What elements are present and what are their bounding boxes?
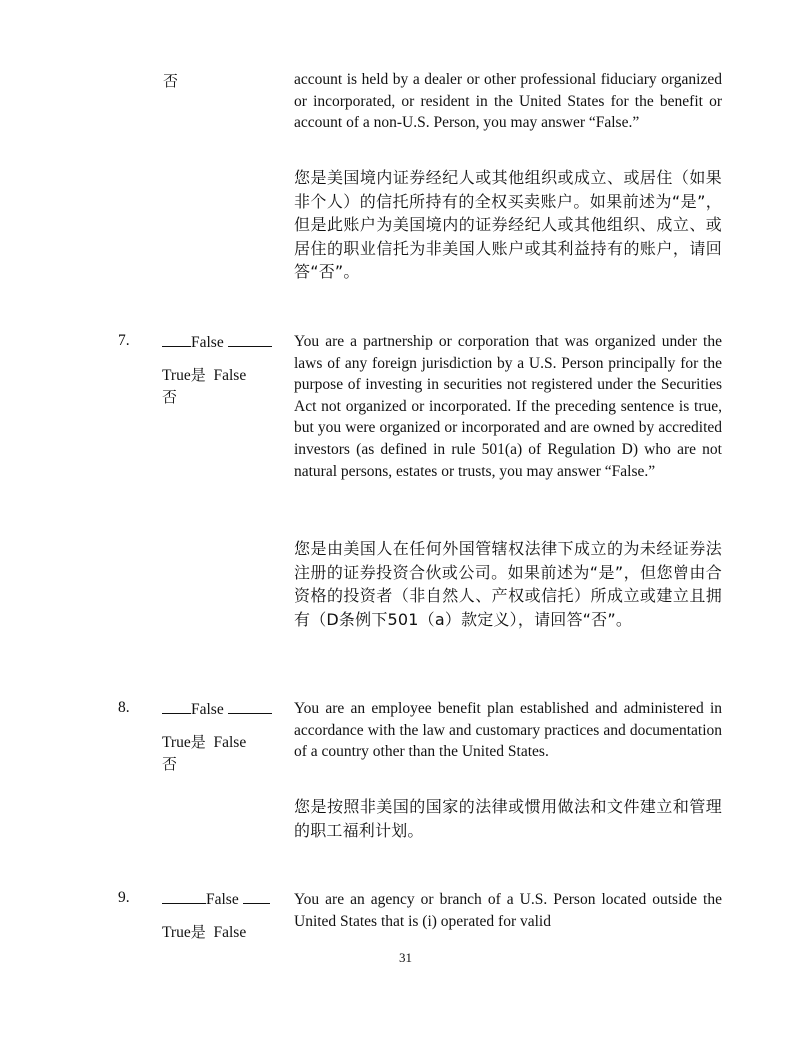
blank-line (228, 699, 272, 714)
item-8-true-false[interactable] (162, 731, 246, 752)
item-9-true-false[interactable] (162, 921, 246, 942)
top-english-paragraph: account is held by a dealer or other professional fiduciary organized or incorporated, or resident in the United States for the benefit or account of a non-U.S. Person, you may answer “False.” (294, 71, 722, 132)
item-7-false-zh: 否 (162, 388, 178, 406)
true-zh: 是 (190, 923, 206, 941)
blank-line (162, 332, 191, 347)
blank-line (162, 699, 191, 714)
false-label: False (191, 701, 224, 718)
false-label: False (213, 367, 247, 384)
item-8-english-paragraph: You are an employee benefit plan established and administered in accordance with the law and customary practices and documentation of a country other than the United States. (294, 700, 722, 761)
true-zh: 是 (190, 733, 206, 751)
item-8-chinese-paragraph: 您是按照非美国的国家的法律或惯用做法和文件建立和管理的职工福利计划。 (294, 797, 722, 840)
blank-line (162, 889, 206, 904)
false-label: False (213, 924, 247, 941)
item-7-false-line[interactable] (162, 332, 272, 352)
page-number: 31 (399, 950, 412, 965)
false-label: False (191, 334, 224, 351)
item-7-true-false[interactable] (162, 364, 246, 385)
item-8-number: 8. (118, 699, 130, 716)
top-false-zh: 否 (163, 72, 179, 90)
true-label: True (162, 924, 191, 941)
top-chinese-paragraph: 您是美国境内证券经纪人或其他组织或成立、或居住（如果非个人）的信托所持有的全权买卖账户。如果前述为“是”，但是此账户为美国境内的证券经纪人或其他组织、成立、或居住的职业信托为非美国人账户或其利益持有的账户，请回答“否”。 (294, 168, 722, 281)
item-9-false-line[interactable] (162, 889, 270, 909)
blank-line (228, 332, 272, 347)
item-8-false-zh: 否 (162, 755, 178, 773)
true-label: True (162, 734, 191, 751)
item-7-number: 7. (118, 332, 130, 349)
false-label: False (206, 891, 239, 908)
blank-line (243, 889, 270, 904)
true-label: True (162, 367, 191, 384)
item-8-false-line[interactable] (162, 699, 272, 719)
item-7-english-paragraph: You are a partnership or corporation that was organized under the laws of any foreign jurisdiction by a U.S. Person principally for the purpose of investing in securities not registered under the Securities Act not organized or incorporated. If the preceding sentence is true, but you were organized or incorporated and are owned by accredited investors (as defined in rule 501(a) of Regulation D) who are not natural persons, estates or trusts, you may answer “False.” (294, 333, 722, 480)
false-label: False (213, 734, 247, 751)
item-9-english-paragraph: You are an agency or branch of a U.S. Person located outside the United States that is (i) operated for valid (294, 891, 722, 930)
item-7-chinese-paragraph: 您是由美国人在任何外国管辖权法律下成立的为未经证券法注册的证券投资合伙或公司。如果前述为“是”，但您曾由合资格的投资者（非自然人、产权或信托）所成立或建立且拥有（D条例下501（a）款定义），请回答“否”。 (294, 539, 722, 629)
true-zh: 是 (190, 366, 206, 384)
item-9-number: 9. (118, 889, 130, 906)
